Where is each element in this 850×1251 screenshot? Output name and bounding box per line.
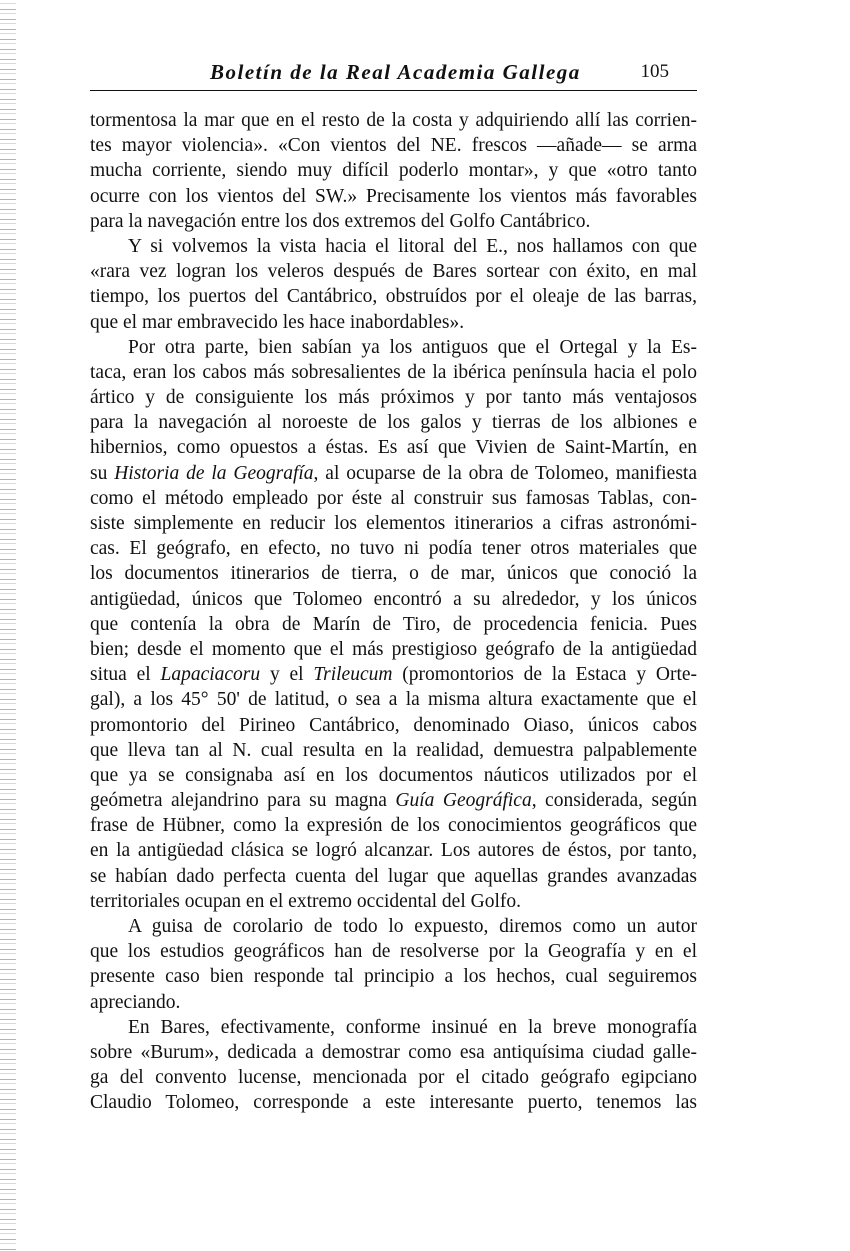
- text-line: que ya se consignaba así en los documentos náuticos utilizados por el: [90, 764, 697, 786]
- text-line: mucha corriente, siendo muy difícil poderlo montar», y que «otro tanto: [90, 160, 697, 182]
- text-line: que los estudios geográficos han de resolverse por la Geografía y en el: [90, 941, 697, 963]
- text-line: para la navegación entre los dos extremos del Golfo Cantábrico.: [90, 210, 591, 232]
- text-line: los documentos itinerarios de tierra, o de mar, únicos que conoció la: [90, 563, 697, 585]
- text-line: En Bares, efectivamente, conforme insinué en la breve monografía: [128, 1016, 697, 1038]
- text-line: en la antigüedad clásica se logró alcanzar. Los autores de éstos, por tanto,: [90, 840, 697, 862]
- text-line: [90, 461, 697, 486]
- text-segment: su: [90, 462, 115, 484]
- text-line: gal), a los 45° 50' de latitud, o sea a la misma altura exactamente que el: [90, 689, 697, 711]
- text-line: siste simplemente en reducir los elementos itinerarios a cifras astronómi-: [90, 513, 697, 534]
- text-line: A guisa de corolario de todo lo expuesto, diremos como un autor: [128, 916, 697, 937]
- text-segment: , al ocuparse de la obra de Tolomeo, manifiesta: [313, 462, 698, 484]
- page-number: 105: [640, 61, 669, 82]
- italic-title: Historia de la Geografía: [114, 462, 314, 484]
- body-text: [90, 108, 697, 1116]
- paragraph: [90, 335, 697, 914]
- text-line: sobre «Burum», dedicada a demostrar como esa antiquísima ciudad galle-: [90, 1041, 697, 1063]
- text-line: cas. El geógrafo, en efecto, no tuvo ni podía tener otros materiales que: [90, 538, 697, 560]
- italic-title: Lapaciacoru: [160, 664, 261, 686]
- journal-title: Boletín de la Real Academia Gallega: [210, 60, 581, 84]
- text-line: para la navegación al noroeste de los galos y tierras de los albiones e: [90, 412, 697, 434]
- text-line: Y si volvemos la vista hacia el litoral del E., nos hallamos con que: [128, 235, 697, 257]
- text-line: [90, 662, 697, 687]
- text-segment: y el: [260, 664, 314, 686]
- text-line: como el método empleado por éste al construir sus famosas Tablas, con-: [90, 487, 697, 509]
- text-line: promontorio del Pirineo Cantábrico, denominado Oiaso, únicos cabos: [90, 714, 697, 736]
- text-line: tormentosa la mar que en el resto de la costa y adquiriendo allí las corrien-: [90, 110, 697, 131]
- text-line: frase de Hübner, como la expresión de los conocimientos geográficos que: [90, 815, 697, 837]
- text-segment: , considerada, según: [531, 790, 697, 812]
- text-line: que contenía la obra de Marín de Tiro, de procedencia fenicia. Pues: [90, 613, 697, 635]
- text-segment: geómetra alejandrino para su magna: [90, 790, 396, 812]
- text-line: tiempo, los puertos del Cantábrico, obstruídos por el oleaje de las barras,: [90, 286, 697, 308]
- text-line: [90, 788, 697, 813]
- text-line: territoriales ocupan en el extremo occidental del Golfo.: [90, 890, 521, 912]
- text-line: Claudio Tolomeo, corresponde a este interesante puerto, tenemos las: [90, 1092, 697, 1114]
- text-segment: situa el: [90, 664, 161, 686]
- text-line: presente caso bien responde tal principio a los hechos, cual seguiremos: [90, 966, 697, 988]
- scan-binding-edge: [0, 0, 16, 1251]
- paragraph: [90, 108, 697, 234]
- text-line: Por otra parte, bien sabían ya los antiguos que el Ortegal y la Es-: [128, 336, 697, 358]
- text-line: bien; desde el momento que el más prestigioso geógrafo de la antigüedad: [90, 638, 697, 660]
- paragraph: [90, 1015, 697, 1116]
- text-line: que lleva tan al N. cual resulta en la realidad, demuestra palpablemente: [90, 739, 697, 761]
- text-line: ga del convento lucense, mencionada por el citado geógrafo egipciano: [90, 1067, 697, 1089]
- paragraph: [90, 234, 697, 335]
- italic-title: Guía Geográfica: [395, 790, 532, 812]
- text-line: ártico y de consiguiente los más próximos y por tanto más ventajosos: [90, 387, 697, 409]
- text-segment: (promontorios de la Estaca y Orte-: [392, 664, 698, 686]
- text-line: ocurre con los vientos del SW.» Precisamente los vientos más favorables: [90, 185, 697, 207]
- italic-title: Trileucum: [313, 664, 393, 686]
- text-line: «rara vez logran los veleros después de Bares sortear con éxito, en mal: [90, 261, 697, 283]
- text-line: tes mayor violencia». «Con vientos del NE. frescos —añade— se arma: [90, 135, 697, 157]
- header-rule: [90, 90, 697, 91]
- text-line: se habían dado perfecta cuenta del lugar que aquellas grandes avanzadas: [90, 865, 697, 887]
- text-line: que el mar embravecido les hace inabordables».: [90, 311, 465, 333]
- text-line: taca, eran los cabos más sobresalientes de la ibérica península hacia el polo: [90, 361, 697, 383]
- text-line: hibernios, como opuestos a éstas. Es así que Vivien de Saint-Martín, en: [90, 437, 697, 459]
- running-header: [90, 58, 697, 88]
- text-line: apreciando.: [90, 991, 181, 1013]
- text-line: antigüedad, únicos que Tolomeo encontró a su alrededor, y los únicos: [90, 588, 697, 610]
- paragraph: [90, 914, 697, 1015]
